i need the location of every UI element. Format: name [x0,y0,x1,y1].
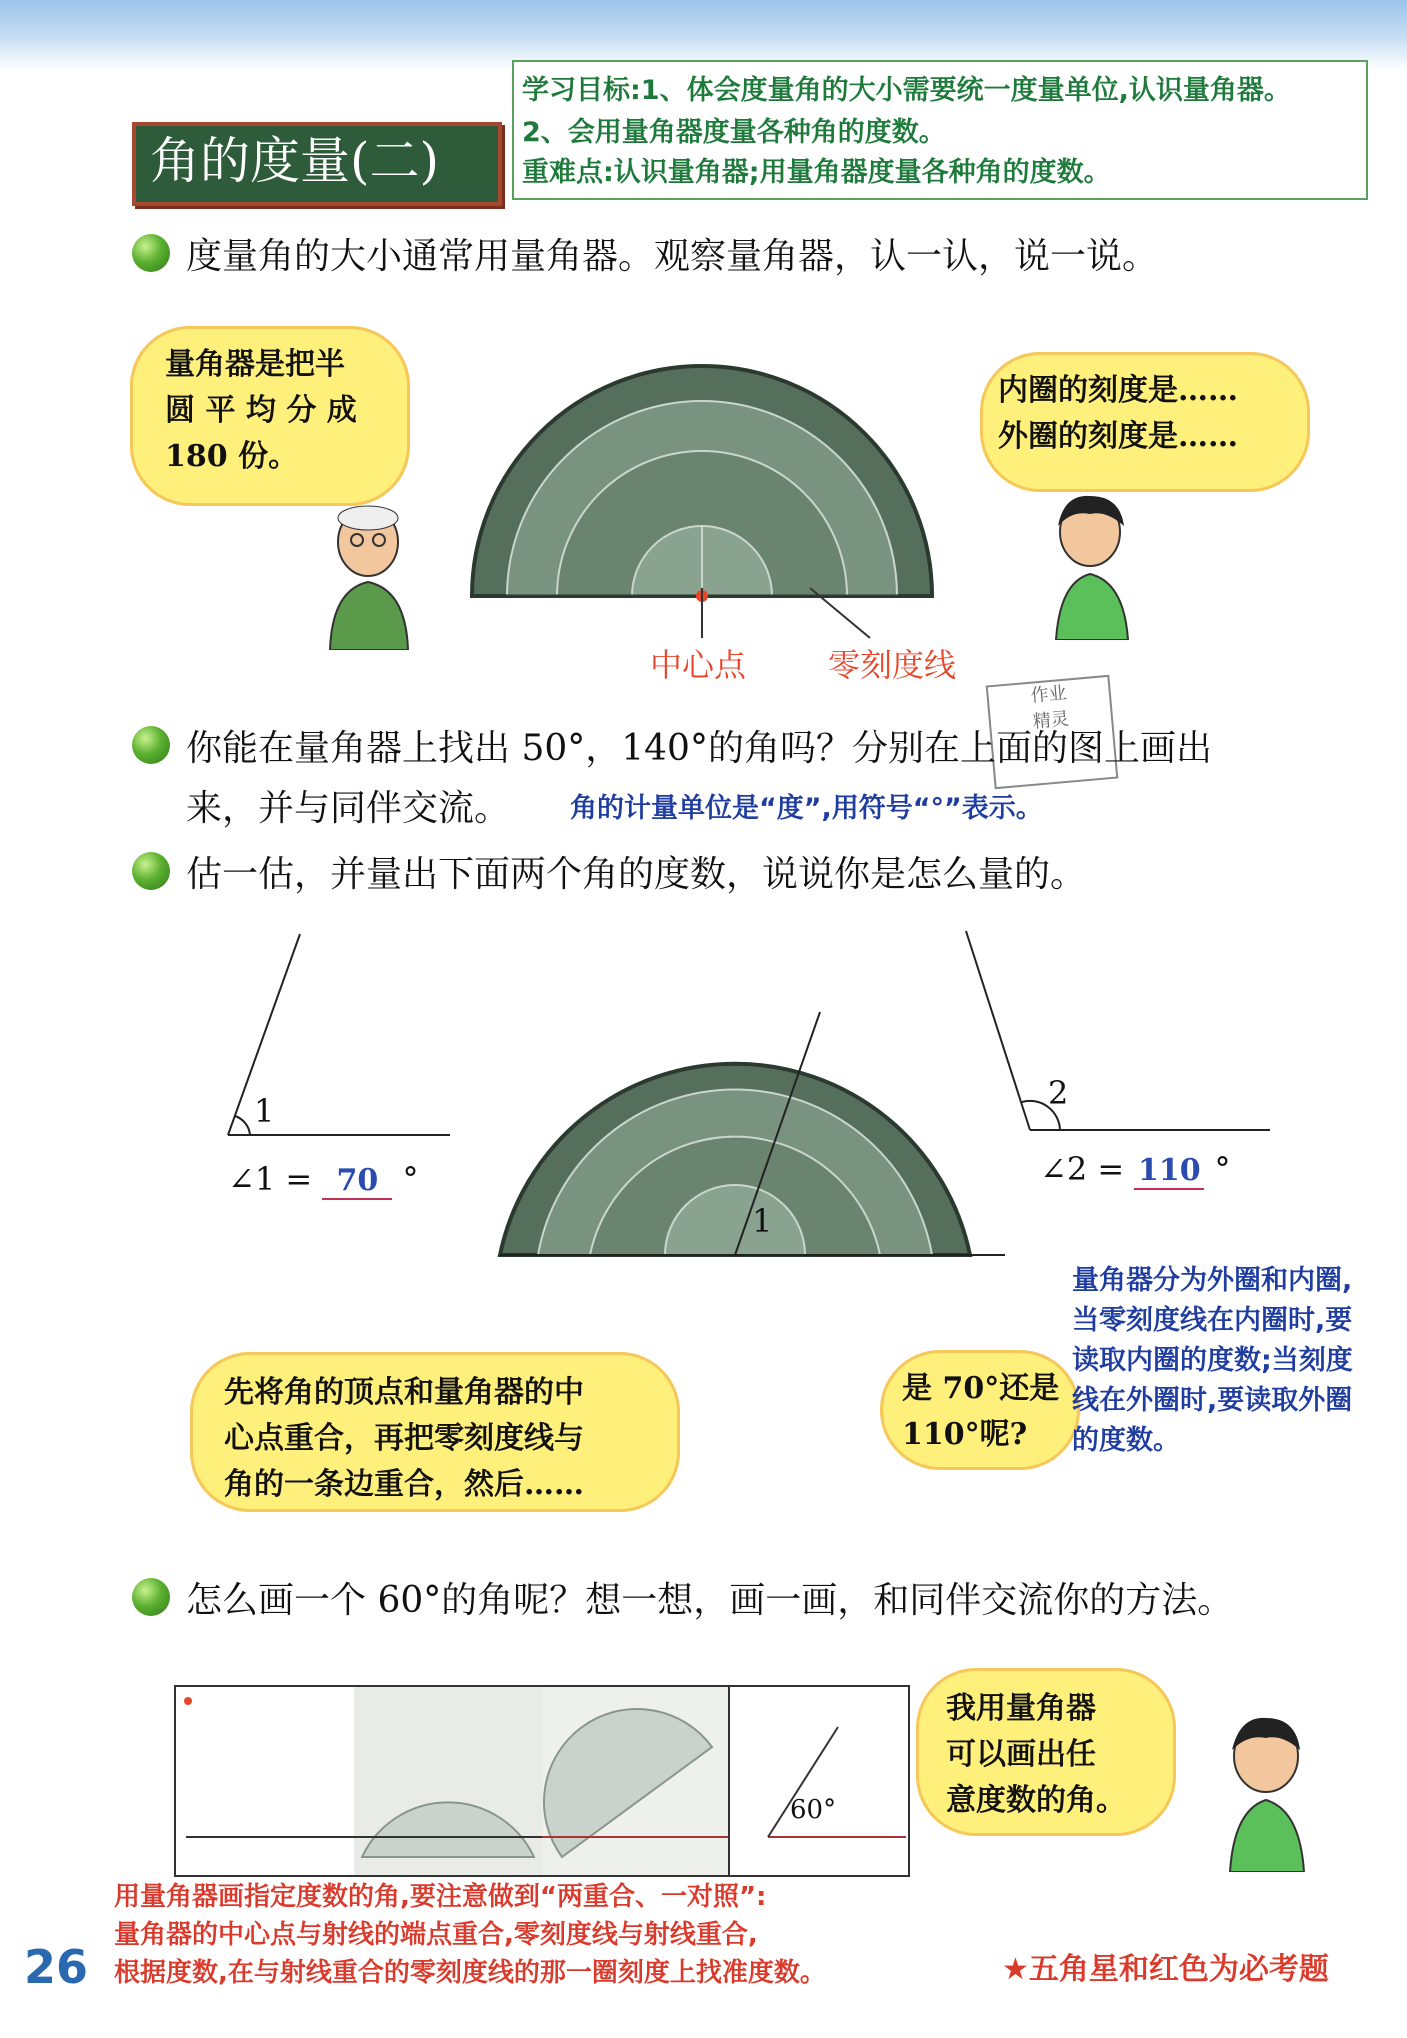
angle-2-equation [1040,1150,1231,1190]
section2-line-1: 你能在量角器上找出 50°，140°的角吗？分别在上面的图上画出 [186,728,1212,769]
side-note-line-3: 读取内圈的度数;当刻度 [1072,1345,1353,1376]
bottom-note-line-3: 根据度数,在与射线重合的零刻度线的那一圈刻度上找准度数。 [114,1958,826,1988]
lesson-title: 角的度量(二) [150,132,440,190]
stamp-line-1: 作业 [1029,682,1068,707]
step-panel-4 [728,1687,908,1875]
bubble-draw-line-3: 意度数的角。 [946,1783,1126,1818]
side-note-line-1: 量角器分为外圈和内圈, [1072,1265,1353,1296]
goal-line-1: 学习目标:1、体会度量角的大小需要统一度量单位,认识量角器。 [522,75,1291,106]
bubble-draw-line-1: 我用量角器 [946,1691,1096,1726]
sixty-degree-label: 60° [790,1795,837,1825]
section2-line-2: 来，并与同伴交流。 [186,788,511,829]
green-bullet-icon [132,852,170,890]
inner-angle-marker: 1 [752,1202,773,1240]
bubble-bl-line-2: 心点重合，再把零刻度线与 [224,1421,584,1456]
section4-text: 怎么画一个 60°的角呢？想一想，画一画，和同伴交流你的方法。 [186,1580,1234,1621]
angle-1-answer: 70 [322,1163,392,1200]
bubble-left-line-3: 180 份。 [165,439,299,474]
degree-unit-note: 角的计量单位是“度”,用符号“°”表示。 [570,793,1043,824]
label-pointer-lines [690,580,880,650]
green-bullet-icon [132,234,170,272]
bubble-right-line-1: 内圈的刻度是…… [998,373,1238,408]
bubble-left-line-1: 量角器是把半 [165,347,345,382]
angle-1-prefix: ∠1 = [228,1160,313,1198]
bubble-bl-line-1: 先将角的顶点和量角器的中 [224,1375,584,1410]
bubble-bl-line-3: 角的一条边重合，然后…… [224,1467,584,1502]
stamp-line-2: 精灵 [1032,708,1070,733]
section3-text: 估一估，并量出下面两个角的度数，说说你是怎么量的。 [186,854,1087,895]
bottom-note-line-2: 量角器的中心点与射线的端点重合,零刻度线与射线重合, [114,1920,758,1950]
angle-2-answer: 110 [1134,1153,1204,1190]
drawing-steps-strip [174,1685,910,1877]
bubble-br-line-1: 是 70°还是 [902,1371,1060,1406]
protractor-diagram [462,356,942,606]
degree-symbol: ° [402,1160,419,1198]
page-number: 26 [24,1940,89,1994]
goal-line-2: 2、会用量角器度量各种角的度数。 [522,117,946,148]
angle-2-marker: 2 [1048,1074,1069,1112]
side-note-line-2: 当零刻度线在内圈时,要 [1072,1305,1353,1336]
bubble-br-line-2: 110°呢? [902,1417,1028,1452]
boy-figure-icon [1020,490,1150,640]
bubble-draw-line-2: 可以画出任 [946,1737,1096,1772]
step-panel-2 [354,1687,544,1875]
zero-line-label: 零刻度线 [828,646,957,684]
step-panel-1 [176,1687,356,1875]
bubble-left-line-2: 圆 平 均 分 成 [165,393,357,428]
protractor-measuring-diagram [490,1010,1010,1270]
bubble-right-line-2: 外圈的刻度是…… [998,419,1238,454]
green-bullet-icon [132,726,170,764]
green-bullet-icon [132,1578,170,1616]
degree-symbol: ° [1214,1150,1231,1188]
teacher-figure-icon [310,500,430,650]
side-note-line-4: 线在外圈时,要读取外圈 [1072,1385,1353,1416]
center-point-label: 中心点 [650,646,747,684]
goal-line-3: 重难点:认识量角器;用量角器度量各种角的度数。 [522,157,1111,188]
bottom-note-line-1: 用量角器画指定度数的角,要注意做到“两重合、一对照”: [114,1882,767,1912]
angle-2-prefix: ∠2 = [1040,1150,1125,1188]
angle-1-marker: 1 [254,1092,275,1130]
section1-text: 度量角的大小通常用量角器。观察量角器，认一认，说一说。 [186,236,1159,277]
required-legend: ★五角星和红色为必考题 [1002,1952,1329,1987]
angle-1-equation [228,1160,419,1200]
boy-figure-icon [1200,1712,1330,1872]
step-panel-3 [542,1687,730,1875]
side-note-line-5: 的度数。 [1072,1425,1180,1456]
